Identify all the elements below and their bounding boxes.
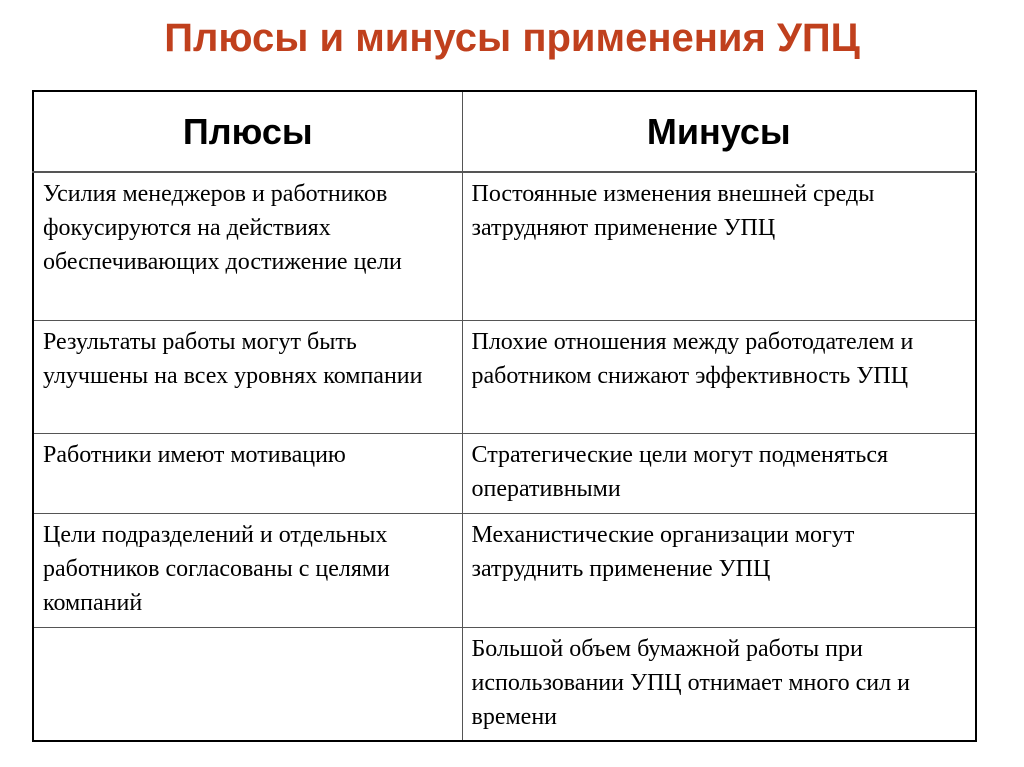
con-cell: Постоянные изменения внешней среды затрудняют применение УПЦ xyxy=(462,172,976,320)
table-row xyxy=(33,627,976,741)
con-cell: Плохие отношения между работодателем и работником снижают эффективность УПЦ xyxy=(462,320,976,433)
table-row xyxy=(33,433,976,513)
con-cell: Большой объем бумажной работы при использовании УПЦ отнимает много сил и времени xyxy=(462,627,976,741)
pro-cell: Усилия менеджеров и работников фокусируются на действиях обеспечивающих достижение цели xyxy=(33,172,462,320)
table-header-row xyxy=(33,91,976,172)
pro-cell: Цели подразделений и отдельных работников согласованы с целями компаний xyxy=(33,513,462,627)
table-row xyxy=(33,320,976,433)
pros-column-header: Плюсы xyxy=(33,91,462,172)
page-title: Плюсы и минусы применения УПЦ xyxy=(164,16,860,60)
pro-cell: Работники имеют мотивацию xyxy=(33,433,462,513)
pros-cons-table xyxy=(32,90,977,742)
pro-cell: Результаты работы могут быть улучшены на всех уровнях компании xyxy=(33,320,462,433)
table-row xyxy=(33,513,976,627)
cons-column-header: Минусы xyxy=(462,91,976,172)
pro-cell-empty xyxy=(33,627,462,741)
con-cell: Стратегические цели могут подменяться оперативными xyxy=(462,433,976,513)
table-row xyxy=(33,172,976,320)
pros-cons-table-container xyxy=(32,90,975,742)
con-cell: Механистические организации могут затруднить применение УПЦ xyxy=(462,513,976,627)
